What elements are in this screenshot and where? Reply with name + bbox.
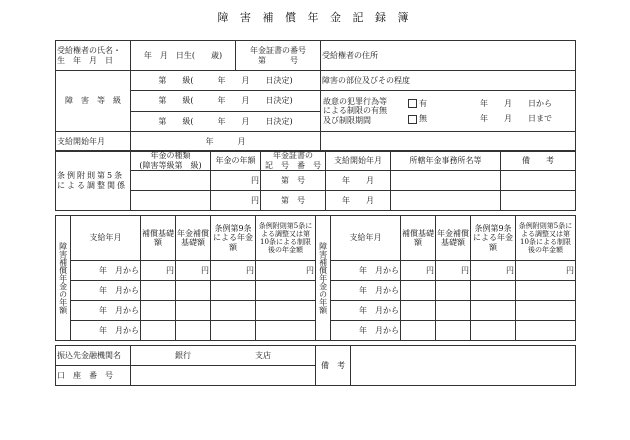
grade-table (55, 70, 576, 152)
cell[interactable] (391, 171, 501, 191)
cell[interactable]: 円 (141, 261, 176, 281)
col-adj: 条例附則第5条による調整又は第10条による制限後の年金額 (256, 216, 316, 261)
page-title: 障 害 補 償 年 金 記 録 簿 (217, 11, 413, 24)
intent-cell: 故意の犯罪行為等 による制限の有無 及び制限期間 有 無 年 月 日から 年 月 日まで (321, 91, 576, 132)
birth-field[interactable]: 年 月 日生( 歳) (131, 41, 236, 71)
cell[interactable]: 第 号 (261, 191, 326, 211)
cell[interactable] (401, 321, 436, 341)
cell[interactable]: 年 月から (71, 301, 141, 321)
cell[interactable] (501, 191, 576, 211)
adj-label: 条例附則第5条による調整関係 (56, 151, 131, 211)
cell[interactable]: 年 月から (331, 301, 401, 321)
col-start: 支給開始年月 (326, 151, 391, 171)
side-label: 障害補償年金の年額 (316, 216, 331, 341)
bank-field[interactable]: 銀行 支店 (131, 346, 316, 366)
col-start: 支給年月 (71, 216, 141, 261)
start-field[interactable]: 年 月 (131, 132, 321, 152)
col-base2: 年金補償基礎額 (436, 216, 471, 261)
note-label: 備 考 (316, 346, 351, 386)
cell[interactable]: 円 (471, 261, 516, 281)
cell[interactable] (211, 281, 256, 301)
checkbox-no[interactable] (408, 115, 417, 124)
adjustment-table (55, 150, 576, 211)
annual-table-right (315, 215, 576, 341)
cell[interactable]: 年 月 (326, 191, 391, 211)
cell[interactable] (391, 191, 501, 211)
col-adj: 条例附則第5条による調整又は第10条による制限後の年金額 (516, 216, 576, 261)
account-field[interactable] (131, 366, 316, 386)
cell[interactable] (256, 321, 316, 341)
side-label: 障害補償年金の年額 (56, 216, 71, 341)
address-field[interactable]: 受給権者の住所 (321, 41, 576, 71)
cell[interactable]: 年 月から (331, 281, 401, 301)
cell[interactable] (516, 321, 576, 341)
header-table (55, 40, 576, 71)
cell[interactable]: 円 (436, 261, 471, 281)
cell[interactable]: 年 月から (71, 261, 141, 281)
cell[interactable]: 年 月 (326, 171, 391, 191)
account-label: 口 座 番 号 (56, 366, 131, 386)
cell[interactable] (471, 281, 516, 301)
cell[interactable] (501, 171, 576, 191)
cell[interactable]: 第 号 (261, 171, 326, 191)
cell[interactable] (176, 281, 211, 301)
cell[interactable] (211, 321, 256, 341)
col-cert: 年金証書の 記 号 番 号 (261, 151, 326, 171)
name-label: 受給権者の氏名・ 生 年 月 日 (56, 41, 131, 71)
cell[interactable]: 円 (516, 261, 576, 281)
cell[interactable] (211, 301, 256, 321)
cell[interactable]: 円 (211, 171, 261, 191)
col-kind: 年金の種類 (障害等級第 級) (131, 151, 211, 171)
col-amount: 年金の年額 (211, 151, 261, 171)
col-base2: 年金補償基礎額 (176, 216, 211, 261)
cell[interactable]: 円 (211, 261, 256, 281)
note-field[interactable] (351, 346, 576, 386)
cell[interactable] (256, 281, 316, 301)
cell[interactable] (131, 191, 211, 211)
cell[interactable] (436, 301, 471, 321)
col-ord: 条例第9条による年金額 (471, 216, 516, 261)
bank-table (55, 345, 576, 386)
cell[interactable]: 円 (176, 261, 211, 281)
cell[interactable]: 年 月から (71, 321, 141, 341)
cell[interactable]: 円 (401, 261, 436, 281)
col-ord: 条例第9条による年金額 (211, 216, 256, 261)
grade-row[interactable]: 第 級( 年 月 日決定) (131, 111, 321, 132)
cell[interactable] (436, 321, 471, 341)
cell[interactable] (141, 321, 176, 341)
start-label: 支給開始年月 (56, 132, 131, 152)
cell[interactable] (436, 281, 471, 301)
cell[interactable] (141, 281, 176, 301)
col-office: 所轄年金事務所名等 (391, 151, 501, 171)
cell[interactable] (516, 301, 576, 321)
cell[interactable] (516, 281, 576, 301)
col-base: 補償基礎額 (141, 216, 176, 261)
cell[interactable] (131, 171, 211, 191)
col-note: 備 考 (501, 151, 576, 171)
cell[interactable]: 年 月から (71, 281, 141, 301)
cell[interactable]: 年 月から (331, 261, 401, 281)
blank (321, 132, 576, 152)
cell[interactable]: 円 (211, 191, 261, 211)
cell[interactable] (401, 281, 436, 301)
cert-field[interactable]: 年金証書の番号 第 号 (236, 41, 321, 71)
cell[interactable] (256, 301, 316, 321)
cell[interactable] (141, 301, 176, 321)
cell[interactable] (176, 301, 211, 321)
col-start: 支給年月 (331, 216, 401, 261)
cell[interactable]: 円 (256, 261, 316, 281)
col-base: 補償基礎額 (401, 216, 436, 261)
checkbox-yes[interactable] (408, 99, 417, 108)
part-label: 障害の部位及びその程度 (321, 71, 576, 91)
cell[interactable] (401, 301, 436, 321)
annual-table-left (55, 215, 316, 341)
cell[interactable]: 年 月から (331, 321, 401, 341)
bank-label: 振込先金融機関名 (56, 346, 131, 366)
grade-row[interactable]: 第 級( 年 月 日決定) (131, 91, 321, 112)
cell[interactable] (471, 301, 516, 321)
cell[interactable] (471, 321, 516, 341)
grade-label: 障 害 等 級 (56, 71, 131, 132)
grade-row[interactable]: 第 級( 年 月 日決定) (131, 71, 321, 91)
cell[interactable] (176, 321, 211, 341)
